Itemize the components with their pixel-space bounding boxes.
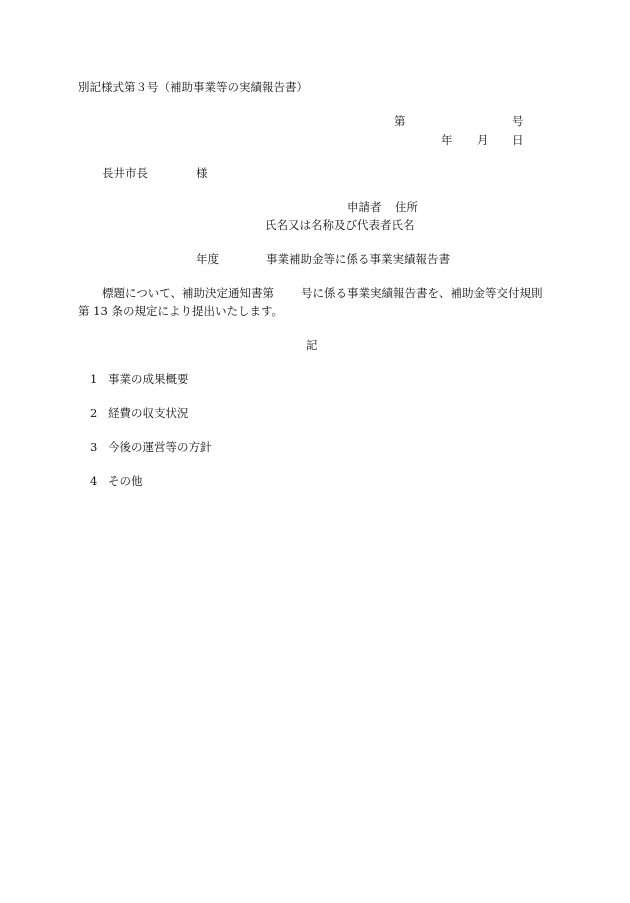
applicant-address-label: 住所 bbox=[395, 200, 418, 214]
item-label: 今後の運営等の方針 bbox=[108, 440, 212, 454]
addressee-honorific: 様 bbox=[196, 166, 208, 180]
doc-number-prefix: 第 bbox=[394, 114, 406, 128]
doc-number-suffix: 号 bbox=[512, 114, 524, 128]
ki-heading: 記 bbox=[306, 338, 318, 352]
item-label: 経費の収支状況 bbox=[108, 406, 189, 420]
date-month: 月 bbox=[477, 133, 489, 147]
date-day: 日 bbox=[512, 133, 524, 147]
body-line2: 第 13 条の規定により提出いたします。 bbox=[78, 304, 284, 318]
applicant-label: 申請者 bbox=[347, 200, 382, 214]
date-year: 年 bbox=[441, 133, 453, 147]
body-line1-part2: 号に係る事業実績報告書を、補助金等交付規則 bbox=[301, 286, 543, 300]
report-title: 事業補助金等に係る事業実績報告書 bbox=[266, 252, 450, 266]
item-number: 3 bbox=[90, 440, 98, 454]
applicant-name-label: 氏名又は名称及び代表者氏名 bbox=[265, 218, 415, 232]
item-number: 1 bbox=[90, 372, 98, 386]
form-title: 別記様式第３号（補助事業等の実績報告書） bbox=[78, 80, 308, 94]
item-label: その他 bbox=[108, 474, 143, 488]
body-line1-part1: 標題について、補助決定通知書第 bbox=[102, 286, 275, 300]
item-number: 4 bbox=[90, 474, 98, 488]
item-number: 2 bbox=[90, 406, 98, 420]
addressee-name: 長井市長 bbox=[102, 166, 148, 180]
item-label: 事業の成果概要 bbox=[108, 372, 189, 386]
report-year-label: 年度 bbox=[196, 252, 219, 266]
